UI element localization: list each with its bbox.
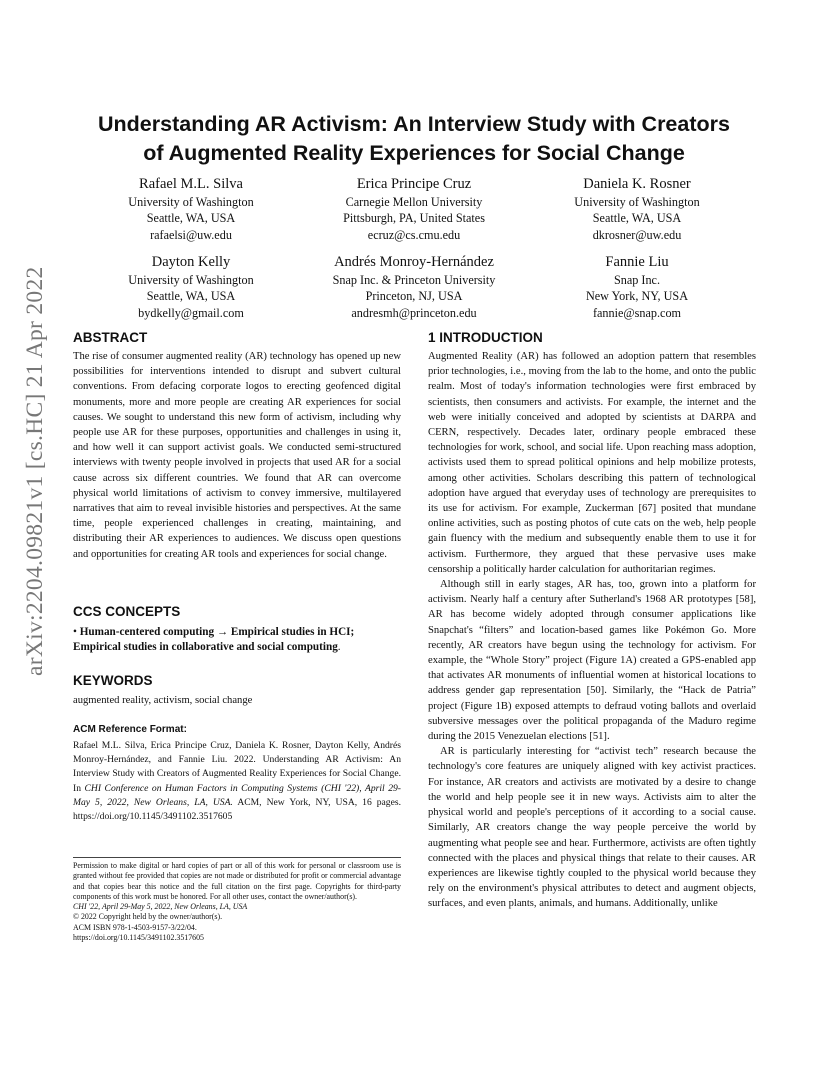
reference-venue: CHI Conference on Human Factors in Computing Systems (CHI '22), April 29-May 5, 2022, New Orleans, LA, USA. [73,782,402,808]
permission-conference: CHI '22, April 29-May 5, 2022, New Orleans, LA, USA [73,902,248,912]
author-block [76,175,306,243]
author-block [299,175,529,243]
author-affiliation: Snap Inc. [613,273,661,287]
ccs-bullet: • [73,626,77,638]
reference-authors-title: Rafael M.L. Silva, Erica Principe Cruz, Daniela K. Rosner, Dayton Kelly, Andrés Monroy-Hernández, and Fannie Liu. 2022. Understanding AR Activism: An Interview Study with Creators of Augmented Reality Experiences for Social Change. In [73,740,401,794]
keywords-heading: KEYWORDS [73,673,153,688]
author-affiliation: Carnegie Mellon University [345,195,483,209]
author-name: Andrés Monroy-Hernández [334,254,494,270]
author-block [299,253,529,321]
author-name: Dayton Kelly [151,254,231,270]
author-name: Erica Principe Cruz [356,176,472,192]
reference-publisher-doi[interactable]: ACM, New York, NY, USA, 16 pages. https://doi.org/10.1145/3491102.3517605 [73,796,401,823]
intro-paragraph-3: AR is particularly interesting for “activist tech” research because the technology's core features are uniquely aligned with key activist practices. For instance, AR creators and activists are motivated by a desire to change the world and help people see it in new ways. Activists aim to alter the physical world and people's perceptions of it according to a social cause. Similarly, AR creators change the way people perceive the world by augmenting what people see and hear. Furthermore, activists are often tightly connected with the places and physical things that relate to their causes. AR experiences are likewise tightly coupled to the physical world because they rely on the environment's physical attributes to detect and augment objects, surfaces, and even plants, animals, and humans. Additionally, unlike [428,746,756,910]
author-block [522,253,752,321]
title-line-2: of Augmented Reality Experiences for Social Change [143,141,685,165]
author-email[interactable]: ecruz@cs.cmu.edu [367,227,461,242]
author-block [76,253,306,321]
ccs-period: . [337,641,341,654]
intro-paragraph-1: Augmented Reality (AR) has followed an adoption pattern that resembles prior technologies, i.e., moving from the lab to the home, and onto the public realm. Most of today's information technologies were first embraced by scientists, then consumers and activists. For example, the internet and the web were initially conceived and adopted by scientists at DARPA and CERN, respectively. Decades later, ordinary people embraced these technologies for work, school, and social life. Upon reaching mass adoption, activists used them to spread political opinions and help mobilize protests, among other activities. Scholars describing this pattern of technological adoption have argued that everyday uses of technology are prerequisites to its use for activism. For example, Zuckerman [67] posited that mundane online activities, such as posting photos of cute cats on the web, help people gain fluency with the medium and subsequently enable them to use it for activism. Furthermore, they argued that these pervasive uses make censorship a politically harder calculation for authoritarian regimes. [428,351,756,575]
author-affiliation: University of Washington [128,273,254,287]
keywords-text: augmented reality, activism, social change [73,695,253,706]
author-block [522,175,752,243]
acm-reference-heading: ACM Reference Format: [73,724,187,735]
ccs-concept-3: ; Empirical studies in collaborative and social computing [73,626,355,654]
ccs-concept-2: Empirical studies in HCI [230,626,351,638]
abstract-text: The rise of consumer augmented reality (AR) technology has opened up new possibilities for interventions intended to disrupt and subvert cultural conventions. From defacing corporate logos to erecting geofenced digital monuments, more and more people are creating AR experiences for social causes. We sought to understand this new form of activism, including why people use AR for these purposes, opportunities and challenges in using it, and how well it can support activist goals. We conducted semi-structured interviews with twenty people involved in projects that used AR for a social cause across six different countries. We found that AR can overcome physical world limitations of activism to convey immersive, multilayered narratives that aim to reveal invisible histories and perspectives. At the same time, people experienced challenges in creating, maintaining, and distributing their AR experiences to audiences. We discuss open questions and opportunities for creating AR tools and experiences for social change. [73,351,401,560]
author-location: Seattle, WA, USA [592,211,682,226]
author-email[interactable]: bydkelly@gmail.com [138,305,244,320]
author-location: New York, NY, USA [585,289,689,304]
permission-doi[interactable]: https://doi.org/10.1145/3491102.3517605 [73,933,205,943]
permission-text: Permission to make digital or hard copies of part or all of this work for personal or classroom use is granted without fee provided that copies are not made or distributed for profit or commercial advantage and that copies bear this notice and the full citation on the first page. Copyrights for third-party components of this work must be honored. For all other uses, contact the owner/author(s). [73,861,401,901]
author-email[interactable]: fannie@snap.com [592,305,682,320]
author-affiliation: University of Washington [574,195,700,209]
arxiv-stamp-text: arXiv:2204.09821v1 [cs.HC] 21 Apr 2022 [22,266,48,676]
author-affiliation: University of Washington [128,195,254,209]
author-email[interactable]: rafaelsi@uw.edu [150,227,232,242]
keywords-body [73,693,401,708]
author-location: Pittsburgh, PA, United States [343,211,485,226]
title-line-1: Understanding AR Activism: An Interview Study with Creators [98,112,730,136]
author-email[interactable]: dkrosner@uw.edu [592,227,682,242]
ccs-heading: CCS CONCEPTS [73,604,181,619]
ccs-body [73,625,401,655]
abstract-heading: ABSTRACT [73,330,148,345]
author-name: Fannie Liu [605,254,669,270]
acm-reference [73,739,401,824]
author-location: Princeton, NJ, USA [365,289,463,304]
author-affiliation: Snap Inc. & Princeton University [332,273,496,287]
paper-title [74,110,754,168]
permission-copyright: © 2022 Copyright held by the owner/author(s). [73,912,223,922]
permission-isbn: ACM ISBN 978-1-4503-9157-3/22/04. [73,922,197,932]
author-location: Seattle, WA, USA [146,211,236,226]
abstract-body [73,349,401,562]
author-name: Rafael M.L. Silva [139,176,243,192]
introduction-heading: 1 INTRODUCTION [428,330,543,345]
author-email[interactable]: andresmh@princeton.edu [351,305,477,320]
author-name: Daniela K. Rosner [583,176,691,192]
footnote-divider [73,857,401,858]
permission-block [73,861,401,943]
author-location: Seattle, WA, USA [146,289,236,304]
ccs-arrow: → [216,626,229,638]
introduction-body [428,349,756,912]
ccs-concept-1: Human-centered computing [79,626,215,638]
intro-paragraph-2: Although still in early stages, AR has, too, grown into a platform for activism. Nearly half a century after Sutherland's 1968 AR prototypes [58], AR has become widely adopted through consumer applications like Snapchat's “filters” and location-based games like Pokémon Go. More recently, AR creators have begun using the technology for activism. For example, the “Whole Story” project (Figure 1A) created a GPS-enabled app that activates AR monuments of influential women at historical locations to address gender gap representation [50]. Similarly, the “Hack de Patria” project (Figure 1B) exposed attempts to defraud voting ballots and overlaid subversive messages over the political propaganda of the Maduro regime during the 2015 Venezuelan elections [51]. [428,579,756,743]
